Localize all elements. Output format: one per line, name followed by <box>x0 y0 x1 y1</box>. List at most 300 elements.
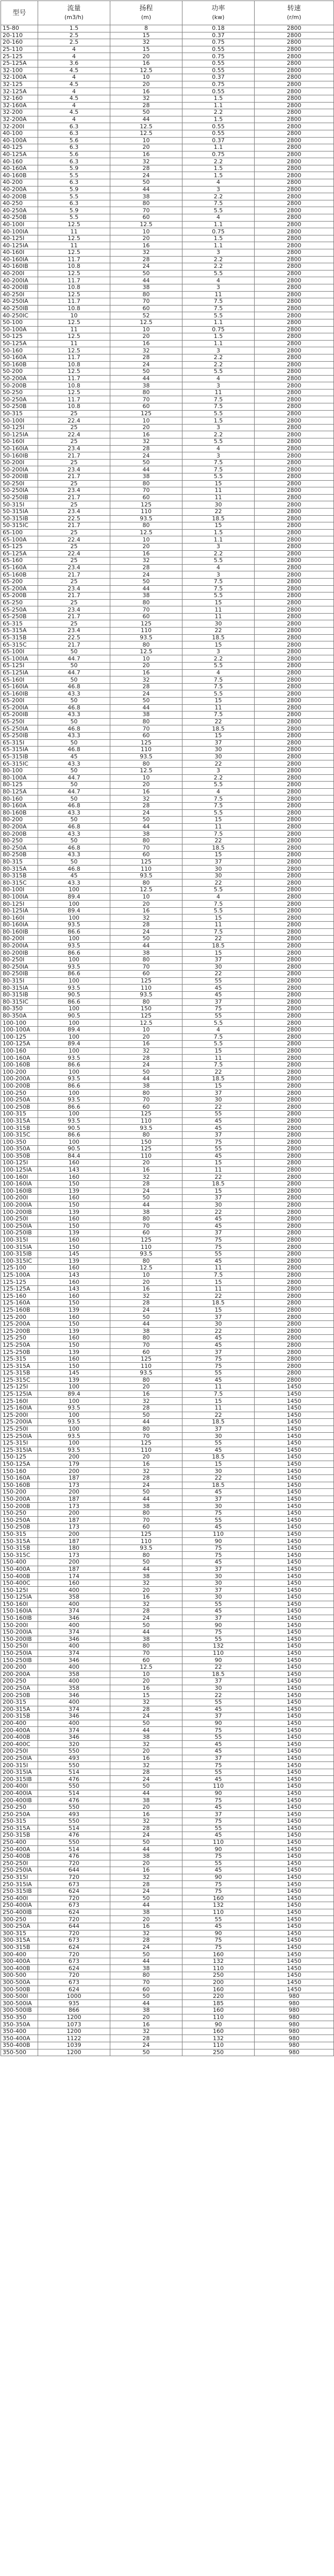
cell-flow: 43.3 <box>38 690 110 698</box>
cell-model: 100-350 <box>1 1139 38 1146</box>
cell-model: 40-160A <box>1 165 38 172</box>
cell-flow: 5.9 <box>38 207 110 214</box>
cell-head: 70 <box>110 844 182 852</box>
cell-power: 30 <box>182 501 255 509</box>
cell-model: 50-200A <box>1 375 38 382</box>
cell-flow: 4 <box>38 102 110 109</box>
cell-speed: 2800 <box>255 648 334 655</box>
cell-flow: 93.5 <box>38 1096 110 1104</box>
cell-power: 110 <box>182 1650 255 1657</box>
cell-speed: 2800 <box>255 347 334 354</box>
cell-model: 125-100A <box>1 1272 38 1279</box>
cell-speed: 2800 <box>255 858 334 866</box>
cell-flow: 550 <box>38 1804 110 1811</box>
cell-head: 50 <box>110 459 182 466</box>
cell-speed: 2800 <box>255 866 334 873</box>
cell-model: 100-160I <box>1 1174 38 1181</box>
table-row <box>1 1285 334 1293</box>
cell-model: 50-200IA <box>1 466 38 473</box>
cell-flow: 10.8 <box>38 305 110 312</box>
cell-power: 22 <box>182 936 255 943</box>
cell-head: 24 <box>110 1061 182 1069</box>
col-flow-unit: (m3/h) <box>64 14 84 21</box>
cell-head: 32 <box>110 39 182 46</box>
col-flow-header <box>38 1 110 25</box>
cell-power: 15 <box>182 698 255 705</box>
table-row <box>1 1335 334 1342</box>
cell-head: 110 <box>110 1244 182 1251</box>
cell-head: 44 <box>110 1790 182 1797</box>
cell-model: 100-250 <box>1 1090 38 1097</box>
cell-flow: 23.4 <box>38 466 110 473</box>
cell-head: 20 <box>110 1384 182 1391</box>
cell-power: 45 <box>182 1832 255 1839</box>
table-row <box>1 53 334 60</box>
table-row <box>1 2042 334 2049</box>
cell-power: 45 <box>182 1447 255 1454</box>
table-row <box>1 277 334 284</box>
cell-speed: 1450 <box>255 1804 334 1811</box>
cell-speed: 2800 <box>255 1146 334 1153</box>
table-row <box>1 235 334 242</box>
cell-head: 125 <box>110 858 182 866</box>
cell-speed: 2800 <box>255 1104 334 1111</box>
cell-flow: 10.8 <box>38 361 110 368</box>
col-speed-header <box>255 1 334 25</box>
cell-power: 15 <box>182 1279 255 1286</box>
cell-power: 200 <box>182 1979 255 1986</box>
cell-head: 60 <box>110 613 182 620</box>
cell-flow: 374 <box>38 1629 110 1636</box>
table-row <box>1 1594 334 1601</box>
cell-head: 20 <box>110 53 182 60</box>
table-row <box>1 901 334 908</box>
cell-speed: 2800 <box>255 550 334 557</box>
table-row <box>1 81 334 88</box>
cell-power: 22 <box>182 971 255 978</box>
table-row <box>1 88 334 95</box>
cell-speed: 2800 <box>255 1033 334 1041</box>
cell-power: 2.2 <box>182 193 255 200</box>
cell-flow: 89.4 <box>38 907 110 914</box>
cell-speed: 980 <box>255 2042 334 2049</box>
cell-model: 150-125IA <box>1 1594 38 1601</box>
table-row <box>1 1832 334 1839</box>
cell-speed: 2800 <box>255 326 334 333</box>
cell-model: 65-100I <box>1 648 38 655</box>
cell-model: 100-315I <box>1 1236 38 1244</box>
cell-power: 75 <box>182 1797 255 1804</box>
cell-model: 100-250IA <box>1 1223 38 1230</box>
cell-flow: 100 <box>38 1439 110 1447</box>
cell-flow: 150 <box>38 1223 110 1230</box>
cell-power: 5.5 <box>182 1020 255 1027</box>
cell-flow: 50 <box>38 782 110 789</box>
cell-power: 37 <box>182 1615 255 1622</box>
cell-power: 90 <box>182 1930 255 1937</box>
cell-model: 50-125A <box>1 340 38 347</box>
table-row <box>1 39 334 46</box>
cell-power: 11 <box>182 389 255 396</box>
cell-speed: 2800 <box>255 1174 334 1181</box>
cell-flow: 44.7 <box>38 655 110 663</box>
cell-head: 80 <box>110 1131 182 1139</box>
cell-model: 40-100IA <box>1 228 38 235</box>
cell-flow: 11.7 <box>38 375 110 382</box>
cell-power: 5.5 <box>182 438 255 446</box>
cell-flow: 10.8 <box>38 403 110 411</box>
table-row <box>1 1643 334 1650</box>
cell-power: 7.5 <box>182 459 255 466</box>
cell-flow: 346 <box>38 1692 110 1699</box>
cell-speed: 1450 <box>255 1874 334 1881</box>
cell-model: 80-160IB <box>1 928 38 936</box>
cell-model: 40-125IA <box>1 242 38 249</box>
cell-flow: 86.6 <box>38 1082 110 1090</box>
cell-power: 18.5 <box>182 1482 255 1489</box>
cell-power: 185 <box>182 2000 255 2007</box>
table-row <box>1 305 334 312</box>
table-row <box>1 774 334 782</box>
cell-power: 22 <box>182 1104 255 1111</box>
cell-flow: 43.3 <box>38 831 110 838</box>
cell-model: 65-315I <box>1 739 38 747</box>
cell-head: 38 <box>110 1797 182 1804</box>
cell-head: 110 <box>110 1153 182 1160</box>
cell-head: 110 <box>110 1447 182 1454</box>
cell-flow: 358 <box>38 1685 110 1692</box>
cell-speed: 2800 <box>255 242 334 249</box>
table-row <box>1 1944 334 1951</box>
cell-flow: 89.4 <box>38 1041 110 1048</box>
cell-speed: 2800 <box>255 60 334 67</box>
cell-head: 38 <box>110 950 182 957</box>
cell-flow: 173 <box>38 1482 110 1489</box>
cell-head: 28 <box>110 1706 182 1713</box>
table-row <box>1 1293 334 1300</box>
cell-power: 45 <box>182 1776 255 1783</box>
cell-flow: 160 <box>38 1293 110 1300</box>
cell-flow: 673 <box>38 1902 110 1909</box>
table-row <box>1 298 334 306</box>
col-flow-label: 流量 <box>67 5 81 12</box>
cell-head: 80 <box>110 1426 182 1433</box>
cell-flow: 50 <box>38 837 110 844</box>
table-row <box>1 1096 334 1104</box>
cell-model: 200-200A <box>1 1671 38 1678</box>
cell-speed: 2800 <box>255 473 334 481</box>
cell-power: 75 <box>182 1853 255 1860</box>
cell-head: 50 <box>110 1412 182 1419</box>
cell-flow: 173 <box>38 1524 110 1531</box>
cell-flow: 93.5 <box>38 1055 110 1062</box>
cell-power: 7.5 <box>182 466 255 473</box>
cell-head: 16 <box>110 1461 182 1468</box>
cell-model: 300-500B <box>1 1986 38 1993</box>
cell-head: 125 <box>110 1012 182 1020</box>
cell-head: 24 <box>110 809 182 817</box>
cell-power: 75 <box>182 1944 255 1951</box>
table-row <box>1 1433 334 1440</box>
cell-power: 1.1 <box>182 221 255 228</box>
cell-speed: 2800 <box>255 823 334 831</box>
cell-flow: 935 <box>38 2000 110 2007</box>
cell-power: 15 <box>182 1082 255 1090</box>
cell-speed: 2800 <box>255 936 334 943</box>
cell-flow: 43.3 <box>38 732 110 739</box>
cell-head: 24 <box>110 1307 182 1314</box>
cell-power: 45 <box>182 1923 255 1930</box>
table-row <box>1 200 334 207</box>
cell-flow: 89.4 <box>38 1391 110 1398</box>
cell-power: 2.2 <box>182 774 255 782</box>
cell-model: 250-400IA <box>1 1902 38 1909</box>
cell-model: 200-315 <box>1 1699 38 1706</box>
table-row <box>1 711 334 719</box>
cell-head: 44 <box>110 942 182 950</box>
cell-flow: 86.6 <box>38 971 110 978</box>
cell-flow: 143 <box>38 1166 110 1174</box>
cell-flow: 624 <box>38 1909 110 1916</box>
cell-power: 3 <box>182 249 255 257</box>
cell-power: 5.5 <box>182 663 255 670</box>
cell-model: 350-350 <box>1 2014 38 2021</box>
cell-model: 150-160A <box>1 1475 38 1482</box>
table-row <box>1 1250 334 1258</box>
cell-flow: 25 <box>38 459 110 466</box>
cell-power: 220 <box>182 1993 255 2000</box>
cell-head: 16 <box>110 60 182 67</box>
cell-speed: 2800 <box>255 522 334 530</box>
table-row <box>1 592 334 600</box>
cell-model: 40-200B <box>1 193 38 200</box>
cell-power: 75 <box>182 1762 255 1769</box>
cell-model: 300-500IB <box>1 2007 38 2014</box>
cell-flow: 21.7 <box>38 592 110 600</box>
cell-model: 80-160A <box>1 802 38 809</box>
cell-speed: 2800 <box>255 1188 334 1195</box>
table-row <box>1 347 334 354</box>
cell-flow: 139 <box>38 1349 110 1356</box>
cell-speed: 1450 <box>255 1447 334 1454</box>
cell-speed: 2800 <box>255 1223 334 1230</box>
cell-flow: 173 <box>38 1503 110 1510</box>
cell-speed: 2800 <box>255 1272 334 1279</box>
cell-power: 90 <box>182 1657 255 1664</box>
cell-flow: 93.5 <box>38 1419 110 1426</box>
cell-model: 100-125A <box>1 1041 38 1048</box>
table-row <box>1 1342 334 1349</box>
cell-model: 150-250I <box>1 1643 38 1650</box>
cell-head: 80 <box>110 879 182 887</box>
cell-flow: 400 <box>38 1720 110 1727</box>
cell-model: 150-400C <box>1 1580 38 1587</box>
cell-speed: 1450 <box>255 1937 334 1944</box>
table-row <box>1 1439 334 1447</box>
cell-model: 80-200IA <box>1 942 38 950</box>
cell-speed: 2800 <box>255 1012 334 1020</box>
cell-speed: 2800 <box>255 893 334 901</box>
cell-power: 55 <box>182 1860 255 1867</box>
cell-head: 28 <box>110 1300 182 1307</box>
cell-model: 32-200A <box>1 116 38 123</box>
cell-model: 125-315C <box>1 1377 38 1384</box>
cell-power: 5.5 <box>182 207 255 214</box>
cell-power: 0.37 <box>182 137 255 144</box>
cell-flow: 150 <box>38 1320 110 1328</box>
cell-model: 50-250B <box>1 403 38 411</box>
table-row <box>1 550 334 557</box>
cell-head: 80 <box>110 1972 182 1979</box>
cell-model: 250-250A <box>1 1811 38 1818</box>
cell-head: 80 <box>110 1090 182 1097</box>
cell-speed: 2800 <box>255 1349 334 1356</box>
cell-speed: 2800 <box>255 1258 334 1265</box>
table-row <box>1 543 334 550</box>
cell-head: 38 <box>110 473 182 481</box>
cell-flow: 86.6 <box>38 1061 110 1069</box>
cell-power: 4 <box>182 179 255 187</box>
cell-model: 20-160 <box>1 39 38 46</box>
cell-speed: 1450 <box>255 1671 334 1678</box>
cell-power: 75 <box>182 1139 255 1146</box>
table-row <box>1 1069 334 1076</box>
cell-speed: 2800 <box>255 1026 334 1033</box>
table-row <box>1 1370 334 1377</box>
cell-power: 90 <box>182 2021 255 2028</box>
cell-speed: 2800 <box>255 193 334 200</box>
cell-model: 50-315I <box>1 501 38 509</box>
table-row <box>1 1111 334 1118</box>
cell-model: 125-250A <box>1 1342 38 1349</box>
cell-speed: 1450 <box>255 1888 334 1895</box>
table-row <box>1 852 334 859</box>
cell-speed: 2800 <box>255 711 334 719</box>
table-row <box>1 1300 334 1307</box>
cell-model: 125-250 <box>1 1335 38 1342</box>
cell-speed: 2800 <box>255 1363 334 1370</box>
table-row <box>1 319 334 326</box>
cell-model: 150-250B <box>1 1524 38 1531</box>
table-row <box>1 172 334 179</box>
cell-head: 44 <box>110 1201 182 1209</box>
cell-head: 110 <box>110 1117 182 1125</box>
cell-power: 37 <box>182 1230 255 1237</box>
cell-model: 100-350A <box>1 1146 38 1153</box>
cell-power: 0.37 <box>182 32 255 39</box>
cell-power: 45 <box>182 985 255 992</box>
cell-speed: 980 <box>255 1993 334 2000</box>
cell-flow: 720 <box>38 1972 110 1979</box>
cell-model: 150-250 <box>1 1510 38 1517</box>
cell-speed: 2800 <box>255 1195 334 1202</box>
cell-head: 24 <box>110 1888 182 1895</box>
cell-head: 24 <box>110 1832 182 1839</box>
cell-power: 1.5 <box>182 172 255 179</box>
cell-flow: 358 <box>38 1594 110 1601</box>
cell-model: 100-200B <box>1 1082 38 1090</box>
cell-model: 150-250A <box>1 1517 38 1524</box>
cell-speed: 2800 <box>255 494 334 501</box>
cell-flow: 100 <box>38 1426 110 1433</box>
cell-speed: 980 <box>255 2035 334 2042</box>
cell-flow: 6.3 <box>38 123 110 130</box>
table-row <box>1 1412 334 1419</box>
table-row <box>1 1404 334 1412</box>
cell-power: 18.5 <box>182 942 255 950</box>
cell-model: 40-250 <box>1 200 38 207</box>
cell-flow: 160 <box>38 1279 110 1286</box>
cell-speed: 1450 <box>255 1482 334 1489</box>
cell-model: 50-160A <box>1 354 38 361</box>
cell-speed: 2800 <box>255 564 334 571</box>
cell-speed: 2800 <box>255 1215 334 1223</box>
table-row <box>1 228 334 235</box>
cell-speed: 2800 <box>255 123 334 130</box>
cell-model: 80-250B <box>1 852 38 859</box>
cell-model: 65-160IB <box>1 690 38 698</box>
cell-model: 40-250IB <box>1 305 38 312</box>
cell-flow: 86.6 <box>38 1131 110 1139</box>
cell-flow: 4.5 <box>38 81 110 88</box>
cell-flow: 400 <box>38 1601 110 1608</box>
cell-flow: 12.5 <box>38 347 110 354</box>
cell-speed: 2800 <box>255 368 334 376</box>
cell-flow: 12.5 <box>38 270 110 277</box>
cell-head: 50 <box>110 1489 182 1496</box>
cell-speed: 2800 <box>255 1244 334 1251</box>
cell-model: 250-400A <box>1 1846 38 1853</box>
cell-power: 7.5 <box>182 795 255 803</box>
table-row <box>1 1671 334 1678</box>
cell-power: 0.55 <box>182 67 255 74</box>
cell-head: 20 <box>110 1748 182 1755</box>
cell-head: 28 <box>110 1404 182 1412</box>
cell-power: 7.5 <box>182 1391 255 1398</box>
table-row <box>1 242 334 249</box>
cell-power: 45 <box>182 1706 255 1713</box>
cell-power: 160 <box>182 2007 255 2014</box>
cell-head: 125 <box>110 739 182 747</box>
cell-head: 24 <box>110 452 182 460</box>
cell-flow: 400 <box>38 1587 110 1594</box>
cell-speed: 2800 <box>255 1096 334 1104</box>
cell-head: 12.5 <box>110 221 182 228</box>
table-row <box>1 837 334 844</box>
table-row <box>1 1776 334 1783</box>
table-row <box>1 1881 334 1888</box>
cell-power: 37 <box>182 1755 255 1762</box>
cell-power: 3 <box>182 648 255 655</box>
cell-speed: 1450 <box>255 1580 334 1587</box>
cell-power: 2.2 <box>182 354 255 361</box>
cell-flow: 1200 <box>38 2049 110 2056</box>
cell-head: 50 <box>110 1195 182 1202</box>
cell-power: 250 <box>182 1972 255 1979</box>
cell-power: 75 <box>182 1510 255 1517</box>
cell-head: 24 <box>110 2042 182 2049</box>
cell-head: 20 <box>110 1804 182 1811</box>
cell-model: 150-400A <box>1 1566 38 1573</box>
cell-model: 80-160I <box>1 914 38 922</box>
cell-flow: 200 <box>38 1559 110 1566</box>
cell-speed: 1450 <box>255 1391 334 1398</box>
cell-head: 24 <box>110 263 182 270</box>
cell-speed: 2800 <box>255 718 334 725</box>
table-row <box>1 1608 334 1615</box>
cell-speed: 2800 <box>255 1377 334 1384</box>
cell-model: 50-315 <box>1 410 38 417</box>
